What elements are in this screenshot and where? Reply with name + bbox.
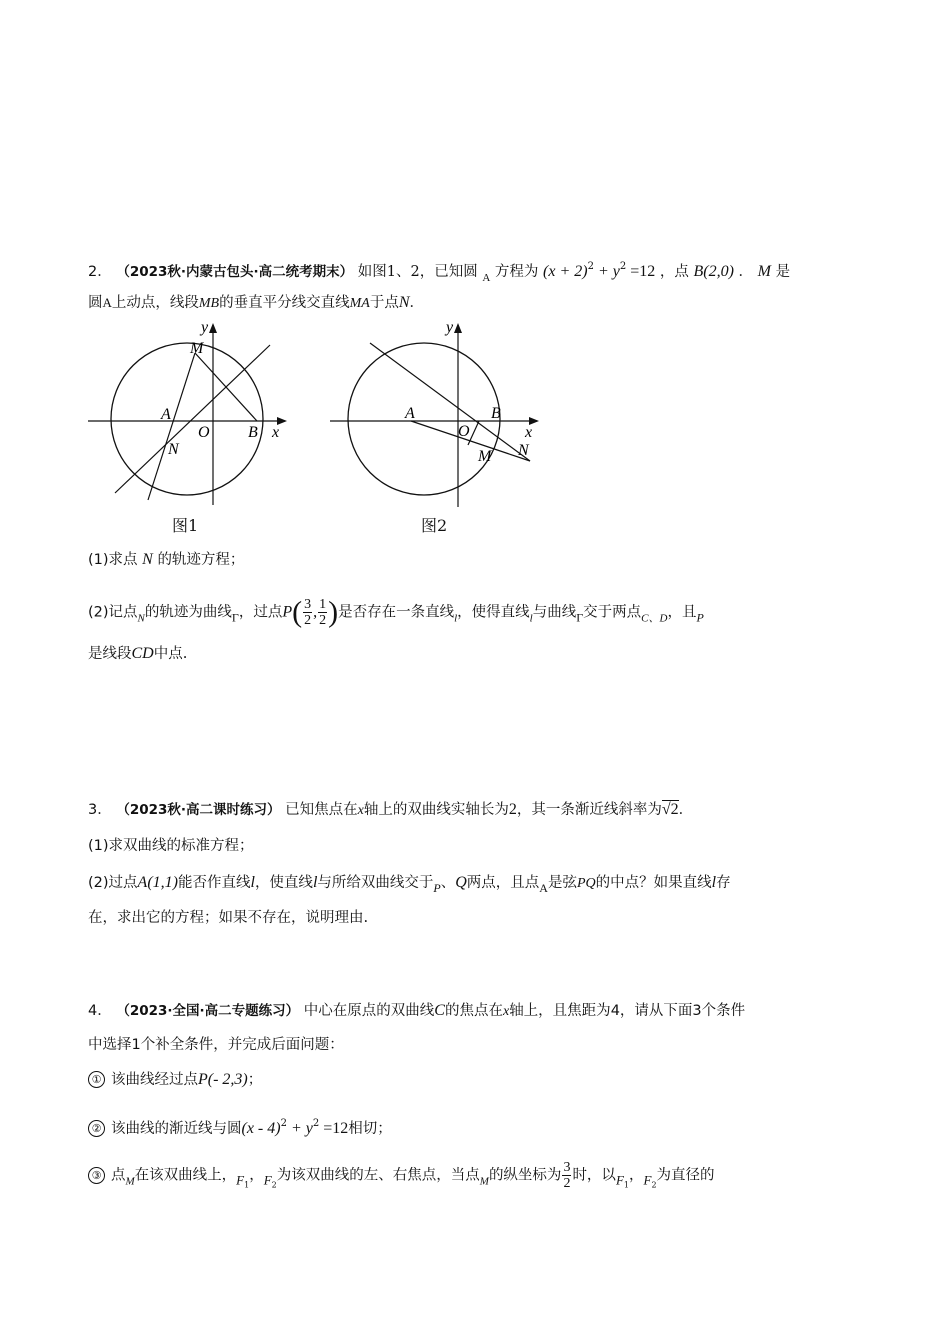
q3-point-a-label: A [539, 881, 548, 895]
q2-text: ． [738, 264, 754, 280]
q2-segment-cd: CD [131, 645, 154, 662]
q4-equation: + y [286, 1120, 313, 1137]
q2-text: 方程为 [494, 264, 539, 280]
q2-text: 如图1、2，已知圆 [357, 264, 478, 280]
q4-text: 个条件 [701, 1003, 746, 1019]
fig1-label-m: M [190, 340, 204, 357]
fig1-caption: 图1 [172, 516, 199, 535]
q4-exponent: 2 [312, 1118, 320, 1129]
q4-equation: (x - 4) [241, 1120, 281, 1137]
q3-part-1 [88, 835, 868, 857]
q4-f2-sub: 2 [651, 1180, 657, 1190]
fig2-label-a: A [405, 405, 415, 422]
q3-point-a: A(1,1) [137, 874, 178, 891]
fig1-label-n: N [168, 441, 179, 458]
q4-text: 中心在原点的双曲线 [303, 1003, 435, 1019]
q4-point-m: M [125, 1175, 135, 1188]
q2-frac-b [318, 597, 327, 628]
q3-part2-text: 在，求出它的方程；如果不存在，说明理由. [88, 910, 369, 926]
q2-circle-label: A [102, 295, 112, 310]
q4-circle-1-icon: ① [88, 1071, 105, 1088]
q2-ma: MA [349, 296, 370, 311]
q3-chord-pq: PQ [576, 876, 596, 891]
q4-text: 在该双曲线上， [134, 1167, 237, 1184]
q4-f2-sub: 2 [271, 1180, 277, 1190]
q4-frac [562, 1160, 571, 1191]
q3-part-2-line-1 [88, 872, 868, 899]
q2-point-b: B(2,0) [693, 263, 734, 280]
q2-text: ，点 [659, 264, 689, 280]
fig1-label-a: A [161, 406, 171, 423]
frac-denominator: 2 [319, 613, 327, 628]
q4-line-2 [88, 1034, 868, 1056]
q3-text: ，其一条渐近线斜率为 [516, 802, 662, 818]
figure-1 [80, 315, 300, 510]
q4-f1: F [236, 1172, 245, 1188]
frac-numerator: 3 [563, 1160, 571, 1175]
q2-text: ． [409, 295, 424, 311]
frac-denominator: 2 [304, 613, 312, 628]
q4-text: ， [628, 1167, 644, 1184]
q4-circle-3-icon: ③ [88, 1167, 105, 1184]
q4-c: C [434, 1002, 445, 1019]
q4-text: 的焦点在 [444, 1003, 503, 1019]
q3-line-l: l [250, 874, 255, 891]
q2-part1-n: N [142, 551, 153, 568]
q2-part1-text: 的轨迹方程； [157, 552, 245, 568]
q2-paren-right: ) [328, 595, 339, 629]
q2-part2-text: 是线段 [88, 646, 132, 662]
q4-three: 3 [692, 1003, 702, 1019]
q4-f1: F [615, 1172, 624, 1188]
q2-exponent: 2 [587, 261, 594, 272]
q4-condition-1 [88, 1069, 868, 1091]
q4-text: 相切； [348, 1121, 392, 1137]
fig2-y-arrow-icon [454, 323, 462, 333]
q3-part2-text: 存 [716, 875, 731, 891]
q2-paren-left: ( [292, 595, 303, 629]
q4-text: ； [247, 1072, 263, 1088]
q4-point-m: M [479, 1175, 489, 1188]
fig2-label-b: B [491, 405, 501, 422]
fig1-circle [111, 343, 263, 495]
fig2-line-ma [411, 421, 533, 461]
q2-comma: , [313, 603, 318, 621]
q4-text: 该曲线的渐近线与圆 [111, 1121, 242, 1137]
fig1-label-y: y [201, 319, 209, 336]
fig2-caption: 图2 [421, 516, 448, 535]
q3-text: 轴上的双曲线实轴长为 [363, 802, 509, 818]
figure-2 [325, 315, 550, 510]
q2-m: M [757, 263, 771, 280]
q3-part2-text: 两点，且点 [466, 875, 540, 891]
q4-number: 4． [88, 1003, 112, 1019]
q4-equation: =12 [319, 1120, 349, 1137]
q2-gamma: Γ [576, 610, 584, 625]
q3-sqrt-2: √2 [661, 801, 679, 818]
q2-part2-text: 的轨迹为曲线 [144, 604, 232, 621]
q3-point-q: Q [455, 874, 467, 891]
fig1-y-arrow-icon [209, 323, 217, 333]
q2-part-1 [88, 549, 868, 571]
q2-point-p: P [696, 610, 704, 625]
q2-part2-text: ，且 [667, 604, 697, 621]
q2-line-1 [88, 256, 868, 289]
q2-text: 圆 [88, 295, 103, 311]
fig1-label-o: O [198, 424, 210, 441]
fig2-label-o: O [458, 423, 470, 440]
q4-four: 4 [610, 1003, 620, 1019]
fig2-circle [348, 343, 500, 495]
q4-text: 的纵坐标为 [488, 1167, 562, 1184]
q2-point-p: P [282, 603, 293, 621]
q2-number: 2． [88, 264, 112, 280]
fig2-label-n: N [518, 442, 529, 459]
q2-mb: MB [198, 296, 220, 311]
q2-line-l: l [529, 612, 533, 625]
q4-f2: F [643, 1172, 652, 1188]
frac-numerator: 1 [319, 597, 327, 612]
fig1-perpendicular-bisector [115, 345, 270, 493]
q4-line-1 [88, 1000, 868, 1023]
q2-part2-text: 中点. [153, 646, 188, 662]
q4-f1-sub: 1 [244, 1180, 250, 1190]
q2-equation: =12 [626, 263, 656, 280]
q4-f1-sub: 1 [623, 1180, 629, 1190]
q4-text: 该曲线经过点 [111, 1072, 198, 1088]
q2-part2-text: 与曲线 [532, 604, 577, 621]
q3-text: 已知焦点在 [285, 802, 358, 818]
q3-line-1 [88, 799, 868, 822]
q4-text: ，请从下面 [619, 1003, 693, 1019]
q2-frac-a [303, 597, 312, 628]
q4-source: （2023·全国·高二专题练习） [116, 1003, 300, 1019]
q4-text: 个补全条件，并完成后面问题： [140, 1037, 344, 1053]
q2-part2-text: 是否存在一条直线 [338, 604, 455, 621]
q3-point-p: P [433, 881, 441, 895]
fig2-label-x: x [525, 424, 533, 441]
q3-part2-text: 、 [440, 875, 456, 891]
q4-text: 中选择 [88, 1037, 132, 1053]
q2-text: 于点 [369, 295, 399, 311]
q3-part-2-line-2 [88, 907, 868, 929]
q3-number: 3． [88, 802, 112, 818]
q4-exponent: 2 [280, 1118, 287, 1129]
q2-source: （2023秋·内蒙古包头·高二统考期末） [116, 264, 354, 280]
q2-part-2-line-2 [88, 643, 868, 665]
q4-condition-3 [88, 1160, 868, 1201]
q3-part2-text: 是弦 [547, 875, 577, 891]
q4-x: x [502, 1004, 510, 1019]
q2-equation: + y [593, 263, 620, 280]
q3-line-l: l [711, 874, 717, 891]
q3-source: （2023秋·高二课时练习） [116, 802, 281, 818]
q2-text: 的垂直平分线交直线 [219, 295, 350, 311]
q3-part1-text: (1)求双曲线的标准方程； [88, 838, 254, 854]
q4-text: 点 [111, 1167, 126, 1184]
q4-text: 为该双曲线的左、右焦点，当点 [276, 1167, 480, 1184]
q2-equation: (x + 2) [543, 263, 588, 280]
q3-x: x [357, 803, 364, 818]
q2-text: 是 [775, 264, 791, 280]
q3-two: 2 [508, 801, 517, 818]
q3-line-l: l [312, 874, 318, 891]
q4-f2: F [263, 1172, 272, 1188]
q4-one: 1 [131, 1037, 141, 1053]
q4-text: 时，以 [572, 1167, 616, 1184]
q2-part2-text: ，过点 [238, 604, 283, 621]
q4-point-p: P(- 2,3) [198, 1071, 248, 1088]
q2-part2-text: ，使得直线 [457, 604, 530, 621]
q2-circle-label: A [482, 272, 491, 284]
q2-part-2-line-1 [88, 597, 868, 634]
fig1-label-x: x [272, 424, 280, 441]
q2-part1-text: (1)求点 [88, 552, 138, 568]
q2-text: 上动点，线段 [111, 295, 199, 311]
q3-part2-text: 的中点？如果直线 [595, 875, 712, 891]
q4-text: ， [249, 1167, 264, 1184]
q2-line-l: l [454, 612, 458, 625]
fig1-segment-mb [195, 353, 257, 421]
q4-text: 轴上，且焦距为 [509, 1003, 611, 1019]
fig2-perpendicular-bisector [370, 343, 533, 461]
q2-part2-text: 交于两点 [583, 604, 642, 621]
fig1-line-ma [148, 353, 195, 500]
q2-exponent: 2 [619, 261, 627, 272]
q3-text: ． [678, 802, 694, 818]
q2-points-cd: C、D [641, 612, 668, 625]
q3-part2-text: ，使直线 [254, 875, 313, 891]
fig1-label-b: B [248, 424, 258, 441]
q2-line-2 [88, 292, 868, 315]
fig2-label-m: M [478, 448, 492, 465]
q2-part2-n: N [137, 612, 145, 625]
q4-circle-2-icon: ② [88, 1120, 105, 1137]
q4-condition-2 [88, 1113, 868, 1140]
q3-part2-text: 与所给双曲线交于 [317, 875, 434, 891]
q3-part2-text: (2)过点 [88, 875, 138, 891]
fig2-label-y: y [446, 319, 454, 336]
frac-numerator: 3 [304, 597, 312, 612]
q2-part2-text: (2)记点 [88, 604, 138, 621]
q3-part2-text: 能否作直线 [177, 875, 251, 891]
q2-gamma: Γ [231, 610, 239, 625]
q2-n: N [398, 294, 410, 311]
q4-text: 为直径的 [656, 1167, 715, 1184]
frac-denominator: 2 [563, 1176, 571, 1191]
